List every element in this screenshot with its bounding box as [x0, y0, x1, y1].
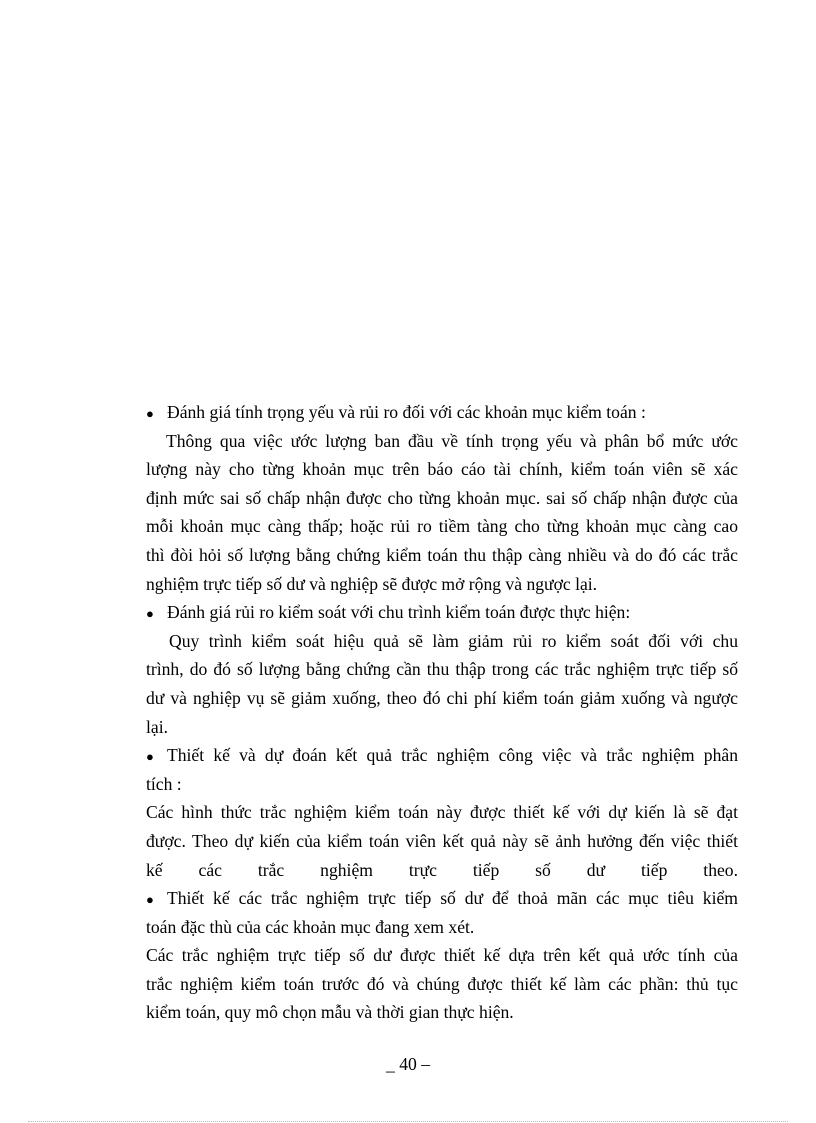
paragraph-line: trình, do đó số lượng bằng chứng cần thu thập trong các trắc nghiệm trực tiếp số	[146, 659, 738, 680]
heading-text: Đánh giá tính trọng yếu và rủi ro đối với các khoản mục kiểm toán :	[167, 402, 646, 422]
paragraph-line: lại.	[146, 716, 168, 737]
paragraph-line: kiểm toán, quy mô chọn mẫu và thời gian thực hiện.	[146, 1002, 514, 1023]
paragraph-line: nghiệm trực tiếp số dư và nghiệp sẽ được mở rộng và ngược lại.	[146, 573, 598, 594]
heading-text: Đánh giá rủi ro kiểm soát với chu trình kiểm toán được thực hiện:	[167, 602, 631, 623]
paragraph-line: Quy trình kiểm soát hiệu quả sẽ làm giảm rủi ro kiểm soát đối với chu	[169, 630, 738, 651]
paragraph-line: được. Theo dự kiến của kiểm toán viên kết quả này sẽ ảnh hưởng đến việc thiết	[146, 830, 738, 851]
bullet-heading	[146, 398, 738, 427]
bullet-heading	[146, 598, 738, 627]
paragraph-line: trắc nghiệm kiểm toán trước đó và chúng được thiết kế làm các phần: thủ tục	[146, 973, 738, 994]
document-body	[146, 398, 738, 1027]
paragraph-line: Các trắc nghiệm trực tiếp số dư được thiết kế dựa trên kết quả ước tính của	[146, 945, 738, 966]
bullet-heading-continuation: toán đặc thù của các khoản mục đang xem xét.	[146, 916, 475, 937]
bullet-heading-continuation: tích :	[146, 773, 182, 794]
paragraph-line: lượng này cho từng khoản mục trên báo cáo tài chính, kiểm toán viên sẽ xác	[146, 459, 738, 480]
paragraph-line: kế các trắc nghiệm trực tiếp số dư tiếp theo.	[146, 859, 738, 880]
page-number-suffix: –	[421, 1054, 430, 1074]
page-bottom-divider	[28, 1121, 788, 1122]
bullet-heading	[146, 884, 738, 913]
bullet-icon: ●	[146, 406, 154, 421]
page-number-value: 40	[399, 1054, 417, 1074]
bullet-icon: ●	[146, 606, 154, 622]
paragraph-line: mỗi khoản mục càng thấp; hoặc rủi ro tiềm tàng cho từng khoản mục càng cao	[146, 516, 738, 537]
bullet-heading	[146, 741, 738, 770]
heading-text: Thiết kế các trắc nghiệm trực tiếp số dư để thoả mãn các mục tiêu kiểm	[167, 888, 738, 909]
paragraph-line: thì đòi hỏi số lượng bằng chứng kiểm toán thu thập càng nhiều và do đó các trắc	[146, 544, 738, 565]
bullet-icon: ●	[146, 749, 154, 765]
paragraph-line: Thông qua việc ước lượng ban đầu về tính trọng yếu và phân bổ mức ước	[166, 430, 738, 451]
heading-text: Thiết kế và dự đoán kết quả trắc nghiệm công việc và trắc nghiệm phân	[167, 745, 738, 766]
paragraph-line: Các hình thức trắc nghiệm kiểm toán này được thiết kế với dự kiến là sẽ đạt	[146, 802, 738, 823]
page-number-prefix: _	[386, 1054, 395, 1074]
paragraph-line: định mức sai số chấp nhận được cho từng khoản mục. sai số chấp nhận được của	[146, 487, 738, 508]
paragraph-line: dư và nghiệp vụ sẽ giảm xuống, theo đó chi phí kiểm toán giảm xuống và ngược	[146, 687, 738, 708]
bullet-icon: ●	[146, 892, 154, 908]
page-number	[0, 1054, 816, 1075]
